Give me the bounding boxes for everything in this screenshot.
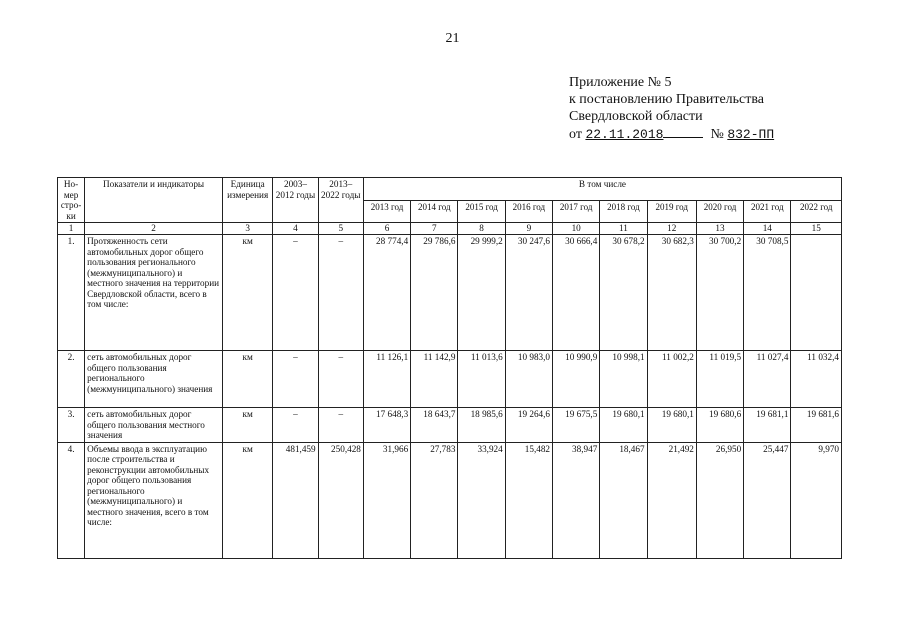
indicator-name: сеть автомобильных дорог общего пользования местного значения (85, 408, 223, 443)
appendix-block (569, 74, 774, 143)
value-cell: 30 700,2 (696, 235, 743, 351)
value-cell: 29 999,2 (458, 235, 505, 351)
column-number: 1 (58, 223, 85, 235)
value-cell: 11 027,4 (744, 351, 791, 408)
value-cell: 21,492 (647, 442, 696, 558)
column-number: 9 (505, 223, 552, 235)
header-year: 2017 год (553, 200, 600, 223)
period1-cell: – (273, 235, 318, 351)
header-including: В том числе (363, 178, 841, 201)
period1-cell: – (273, 408, 318, 443)
column-number: 15 (791, 223, 842, 235)
unit-cell: км (223, 235, 273, 351)
value-cell: 19 680,1 (647, 408, 696, 443)
row-number: 4. (58, 442, 85, 558)
decree-date: 22.11.2018 (585, 127, 664, 142)
column-number: 7 (411, 223, 458, 235)
value-cell: 30 666,4 (553, 235, 600, 351)
unit-cell: км (223, 442, 273, 558)
value-cell: 18,467 (600, 442, 647, 558)
header-year: 2016 год (505, 200, 552, 223)
value-cell: 9,970 (791, 442, 842, 558)
value-cell: 19 680,6 (696, 408, 743, 443)
period2-cell: – (318, 351, 363, 408)
indicator-name: Протяженность сети автомобильных дорог общего пользования регионального (межмуниципального) и местного значения на территории Свердловской области, всего в том числе: (85, 235, 223, 351)
header-year: 2015 год (458, 200, 505, 223)
value-cell: 17 648,3 (363, 408, 410, 443)
row-number: 2. (58, 351, 85, 408)
value-cell: 19 681,6 (791, 408, 842, 443)
column-number: 14 (744, 223, 791, 235)
value-cell: 30 678,2 (600, 235, 647, 351)
column-number: 4 (273, 223, 318, 235)
value-cell: 28 774,4 (363, 235, 410, 351)
column-number: 6 (363, 223, 410, 235)
value-cell: 19 675,5 (553, 408, 600, 443)
period1-cell: – (273, 351, 318, 408)
unit-cell: км (223, 408, 273, 443)
value-cell: 11 032,4 (791, 351, 842, 408)
value-cell: 26,950 (696, 442, 743, 558)
value-cell: 10 990,9 (553, 351, 600, 408)
value-cell: 31,966 (363, 442, 410, 558)
column-number: 13 (696, 223, 743, 235)
unit-cell: км (223, 351, 273, 408)
header-period-2013-2022: 2013–2022 годы (318, 178, 363, 223)
indicator-name: Объемы ввода в эксплуатацию после строительства и реконструкции автомобильных дорог общего пользования регионального (межмуниципального) и местного значения, всего в том числе: (85, 442, 223, 558)
column-number: 10 (553, 223, 600, 235)
header-row-1 (58, 178, 842, 201)
appendix-title: Приложение № 5 (569, 75, 672, 90)
column-number: 5 (318, 223, 363, 235)
header-unit: Единица измерения (223, 178, 273, 223)
period2-cell: 250,428 (318, 442, 363, 558)
value-cell: 30 682,3 (647, 235, 696, 351)
header-year: 2020 год (696, 200, 743, 223)
value-cell: 10 998,1 (600, 351, 647, 408)
value-cell: 11 002,2 (647, 351, 696, 408)
value-cell: 30 708,5 (744, 235, 791, 351)
value-cell: 11 126,1 (363, 351, 410, 408)
indicators-table (57, 177, 842, 559)
value-cell: 18 643,7 (411, 408, 458, 443)
header-year: 2014 год (411, 200, 458, 223)
appendix-authority-line: Свердловской области (569, 109, 703, 124)
header-indicator: Показатели и индикаторы (85, 178, 223, 223)
from-label: от (569, 127, 582, 142)
appendix-decree-line: к постановлению Правительства (569, 92, 765, 107)
table-row (58, 235, 842, 351)
column-number: 8 (458, 223, 505, 235)
header-period-2003-2012: 2003–2012 годы (273, 178, 318, 223)
value-cell: 11 142,9 (411, 351, 458, 408)
appendix-date-line (569, 125, 774, 143)
column-number: 2 (85, 223, 223, 235)
value-cell: 30 247,6 (505, 235, 552, 351)
value-cell: 29 786,6 (411, 235, 458, 351)
column-number: 12 (647, 223, 696, 235)
column-number-row (58, 223, 842, 235)
header-year: 2021 год (744, 200, 791, 223)
table-row (58, 408, 842, 443)
value-cell: 19 681,1 (744, 408, 791, 443)
value-cell (791, 235, 842, 351)
value-cell: 19 680,1 (600, 408, 647, 443)
value-cell: 33,924 (458, 442, 505, 558)
value-cell: 11 019,5 (696, 351, 743, 408)
value-cell: 19 264,6 (505, 408, 552, 443)
date-underline (663, 125, 703, 138)
value-cell: 11 013,6 (458, 351, 505, 408)
value-cell: 10 983,0 (505, 351, 552, 408)
period2-cell: – (318, 235, 363, 351)
period1-cell: 481,459 (273, 442, 318, 558)
column-number: 11 (600, 223, 647, 235)
value-cell: 27,783 (411, 442, 458, 558)
value-cell: 15,482 (505, 442, 552, 558)
header-row-number: Но-мер стро-ки (58, 178, 85, 223)
page-number: 21 (445, 31, 460, 46)
column-number: 3 (223, 223, 273, 235)
header-year: 2018 год (600, 200, 647, 223)
value-cell: 18 985,6 (458, 408, 505, 443)
number-label: № (710, 127, 724, 142)
table-row (58, 351, 842, 408)
header-year: 2019 год (647, 200, 696, 223)
header-year: 2013 год (363, 200, 410, 223)
value-cell: 38,947 (553, 442, 600, 558)
header-year: 2022 год (791, 200, 842, 223)
row-number: 1. (58, 235, 85, 351)
indicator-name: сеть автомобильных дорог общего пользования регионального (межмуниципального) значения (85, 351, 223, 408)
row-number: 3. (58, 408, 85, 443)
period2-cell: – (318, 408, 363, 443)
decree-number: 832-ПП (727, 127, 775, 142)
table-row (58, 442, 842, 558)
value-cell: 25,447 (744, 442, 791, 558)
